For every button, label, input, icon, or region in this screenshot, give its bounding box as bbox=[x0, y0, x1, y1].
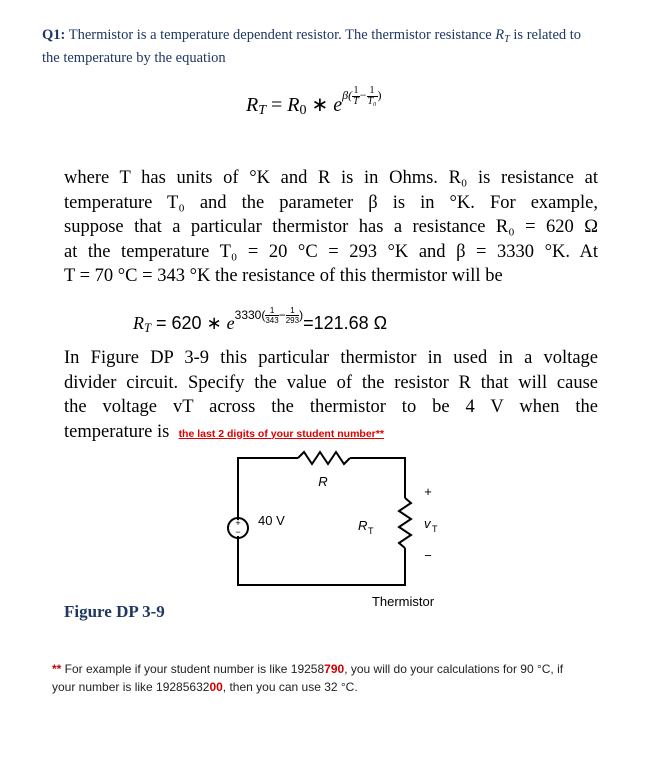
equation-1 bbox=[246, 84, 382, 119]
eq2-rhs-start: = 620 ∗ bbox=[151, 313, 227, 333]
note-part4: , then you can use 32 °C. bbox=[222, 680, 358, 694]
para2-line: In Figure DP 3-9 this particular thermistor in used in a voltage bbox=[64, 348, 598, 368]
thermistor-label: Thermistor bbox=[371, 594, 435, 609]
eq1-den2: T₀ bbox=[367, 95, 377, 107]
student-number-note: the last 2 digits of your student number** bbox=[178, 427, 384, 440]
circuit-diagram bbox=[200, 440, 460, 620]
para2-line: divider circuit. Specify the value of the resistor R that will cause bbox=[64, 372, 598, 393]
eq1-num2: 1 bbox=[367, 86, 378, 97]
vt-plus: + bbox=[424, 484, 432, 499]
resistor-r bbox=[298, 452, 350, 464]
source-minus: − bbox=[235, 527, 241, 537]
eq2-lhs-sub: T bbox=[144, 321, 152, 335]
eq1-beta: β( bbox=[342, 88, 353, 102]
para1-line: where T has units of °K and R is in Ohms. R₀ is resistance at bbox=[64, 168, 598, 188]
eq1-close: ) bbox=[377, 88, 382, 102]
para1-line: T = 70 °C = 343 °K the resistance of this thermistor will be bbox=[64, 266, 503, 286]
question-text bbox=[42, 26, 642, 67]
eq2-close: ) bbox=[299, 308, 304, 322]
eq2-exponent bbox=[234, 306, 304, 326]
eq2-result: =121.68 Ω bbox=[303, 313, 388, 333]
resistor-label: R bbox=[318, 474, 328, 489]
note-part2: , you will do your calculations for 90 °C, if bbox=[344, 662, 564, 676]
rt-subscript: T bbox=[504, 34, 510, 45]
eq1-equals: = bbox=[266, 94, 288, 116]
question-line1-end: is related to bbox=[513, 27, 582, 43]
note-part1: For example if your student number is like 19258 bbox=[61, 662, 325, 676]
source-plus: + bbox=[235, 518, 241, 528]
eq2-den2: 293 bbox=[285, 316, 300, 326]
eq1-minus: − bbox=[359, 88, 367, 102]
paragraph-2 bbox=[64, 346, 598, 446]
para1-line: temperature T₀ and the parameter β is in °K. For example, bbox=[64, 192, 598, 213]
eq1-lhs-sub: T bbox=[258, 103, 267, 118]
equation-2 bbox=[133, 306, 388, 336]
para2-last-prefix: temperature is bbox=[64, 421, 170, 442]
source-label: 40 V bbox=[258, 513, 285, 528]
note-red1: 790 bbox=[324, 662, 345, 676]
para1-line: suppose that a particular thermistor has a resistance R₀ = 620 Ω bbox=[64, 217, 598, 237]
question-label: Q1: bbox=[42, 27, 66, 43]
footnote bbox=[52, 660, 642, 696]
eq1-exponent bbox=[342, 84, 382, 107]
rt-label-sub: T bbox=[368, 526, 374, 536]
rt-symbol: R bbox=[495, 27, 505, 43]
eq2-e: e bbox=[226, 313, 235, 333]
wire-bottom bbox=[238, 536, 405, 585]
para1-line: at the temperature T₀ = 20 °C = 293 °K and β = 3330 °K. At bbox=[64, 241, 598, 262]
eq1-den1: T bbox=[353, 95, 359, 107]
eq2-minus: − bbox=[278, 308, 286, 322]
vt-minus: − bbox=[424, 548, 432, 563]
eq1-lhs: R bbox=[246, 94, 259, 116]
question-line2: the temperature by the equation bbox=[42, 50, 226, 66]
vt-label-sub: T bbox=[432, 524, 438, 534]
eq2-num1: 1 bbox=[265, 306, 278, 316]
question-line1: Thermistor is a temperature dependent resistor. The thermistor resistance bbox=[68, 27, 492, 43]
eq2-num2: 1 bbox=[286, 306, 299, 316]
paragraph-1 bbox=[64, 166, 598, 289]
eq1-num1: 1 bbox=[353, 84, 359, 96]
eq1-r0: R bbox=[287, 94, 300, 116]
wire-top-left bbox=[238, 458, 298, 520]
eq2-lhs: R bbox=[133, 313, 144, 333]
eq2-den1: 343 bbox=[265, 316, 279, 326]
para2-line: the voltage vT across the thermistor to be 4 V when the bbox=[64, 397, 598, 417]
rt-label: R bbox=[358, 518, 368, 533]
thermistor-rt bbox=[399, 498, 411, 548]
eq1-r0-sub: 0 bbox=[299, 103, 307, 118]
note-red2: 00 bbox=[209, 680, 223, 694]
eq1-times: ∗ bbox=[306, 94, 334, 116]
eq2-coef: 3330( bbox=[234, 308, 266, 322]
note-prefix: ** bbox=[52, 662, 62, 676]
vt-label: v bbox=[424, 516, 431, 531]
figure-label: Figure DP 3-9 bbox=[64, 602, 165, 621]
wire-top-right bbox=[350, 458, 405, 498]
note-part3: your number is like 19285632 bbox=[52, 680, 210, 694]
eq1-e: e bbox=[333, 94, 343, 116]
